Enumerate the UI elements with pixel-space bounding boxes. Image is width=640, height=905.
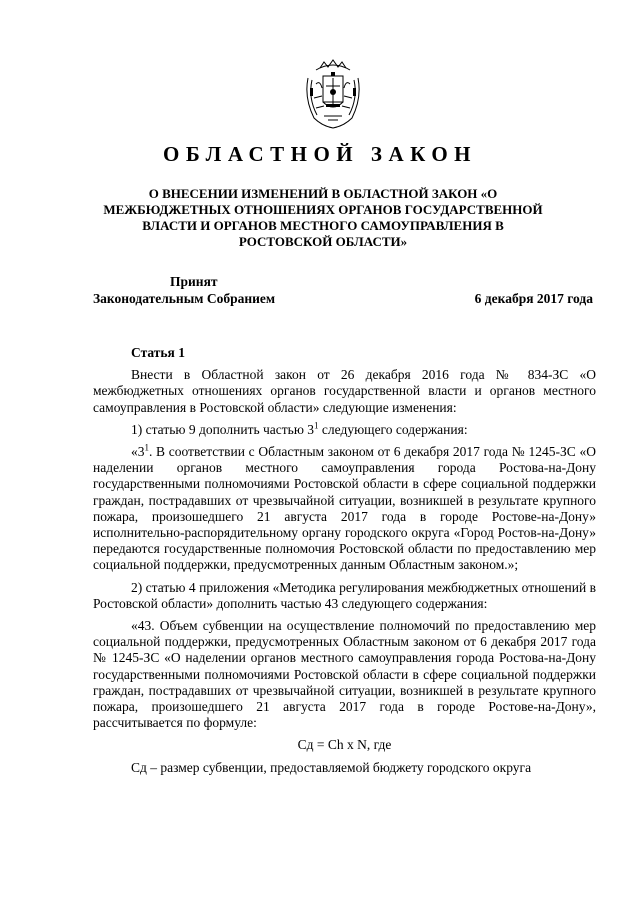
coat-of-arms-icon xyxy=(302,58,364,130)
amendment-item-2: 2) статью 4 приложения «Методика регулирования межбюджетных отношений в Ростовской области» дополнить частью 43 следующего содержания: xyxy=(93,579,596,611)
article-intro: Внести в Областной закон от 26 декабря 2016 года № 834-ЗС «О межбюджетных отношениях органов государственной власти и органов местного самоуправления в Ростовской области» следующие изменения: xyxy=(93,367,596,415)
adopted-date: 6 декабря 2017 года xyxy=(474,291,593,306)
document-subtitle: О ВНЕСЕНИИ ИЗМЕНЕНИЙ В ОБЛАСТНОЙ ЗАКОН «О МЕЖБЮДЖЕТНЫХ ОТНОШЕНИЯХ ОРГАНОВ ГОСУДАРСТВЕННОЙ ВЛАСТИ И ОРГАНОВ МЕСТНОГО САМОУПРАВЛЕНИЯ В РОСТОВСКОЙ ОБЛАСТИ» xyxy=(103,186,543,249)
document-title: ОБЛАСТНОЙ ЗАКОН xyxy=(162,142,477,166)
amendment-quote-2: «43. Объем субвенции на осуществление полномочий по предоставлению мер социальной поддержки, предусмотренных Областным законом от 6 декабря 2017 года № 1245-ЗС «О наделении органов местного самоуправления города Ростова-на-Дону государственными полномочиями Ростовской области в сфере социальной поддержки граждан, пострадавших от чрезвычайной ситуации, возникшей в результате крупного пожара, произошедшего 21 августа 2017 года в городе Ростове-на-Дону», рассчитывается по формуле: xyxy=(93,618,596,731)
adopted-by: Законодательным Собранием xyxy=(93,291,276,306)
amendment-quote-1: «$3^1$. В соответствии с Областным законом от 6 декабря 2017 года № 1245-ЗС «О наделении органов местного самоуправления города Ростова-на-Дону государственными полномочиями Ростовской области в сфере социальной поддержки граждан, пострадавших от чрезвычайной ситуации, возникшей в результате крупного пожара, произошедшего 21 августа 2017 года в городе Ростове-на-Дону» исполнительно-распорядительному органу городского округа «Город Ростов-на-Дону» передаются государственные полномочия Ростовской области по предоставлению мер социальной поддержки, предусмотренных данным Областным законом.»; xyxy=(93,442,596,573)
formula-definition: Сд – размер субвенции, предоставляемой бюджету городского округа xyxy=(131,759,532,775)
adopted-label: Принят xyxy=(170,274,218,289)
article-heading: Статья 1 xyxy=(131,345,185,360)
formula: Сд = Ch x N, где xyxy=(297,737,392,753)
article-body xyxy=(93,345,596,776)
amendment-item-1: 1) статью 9 дополнить частью $3^1$ следующего содержания: xyxy=(131,420,468,437)
